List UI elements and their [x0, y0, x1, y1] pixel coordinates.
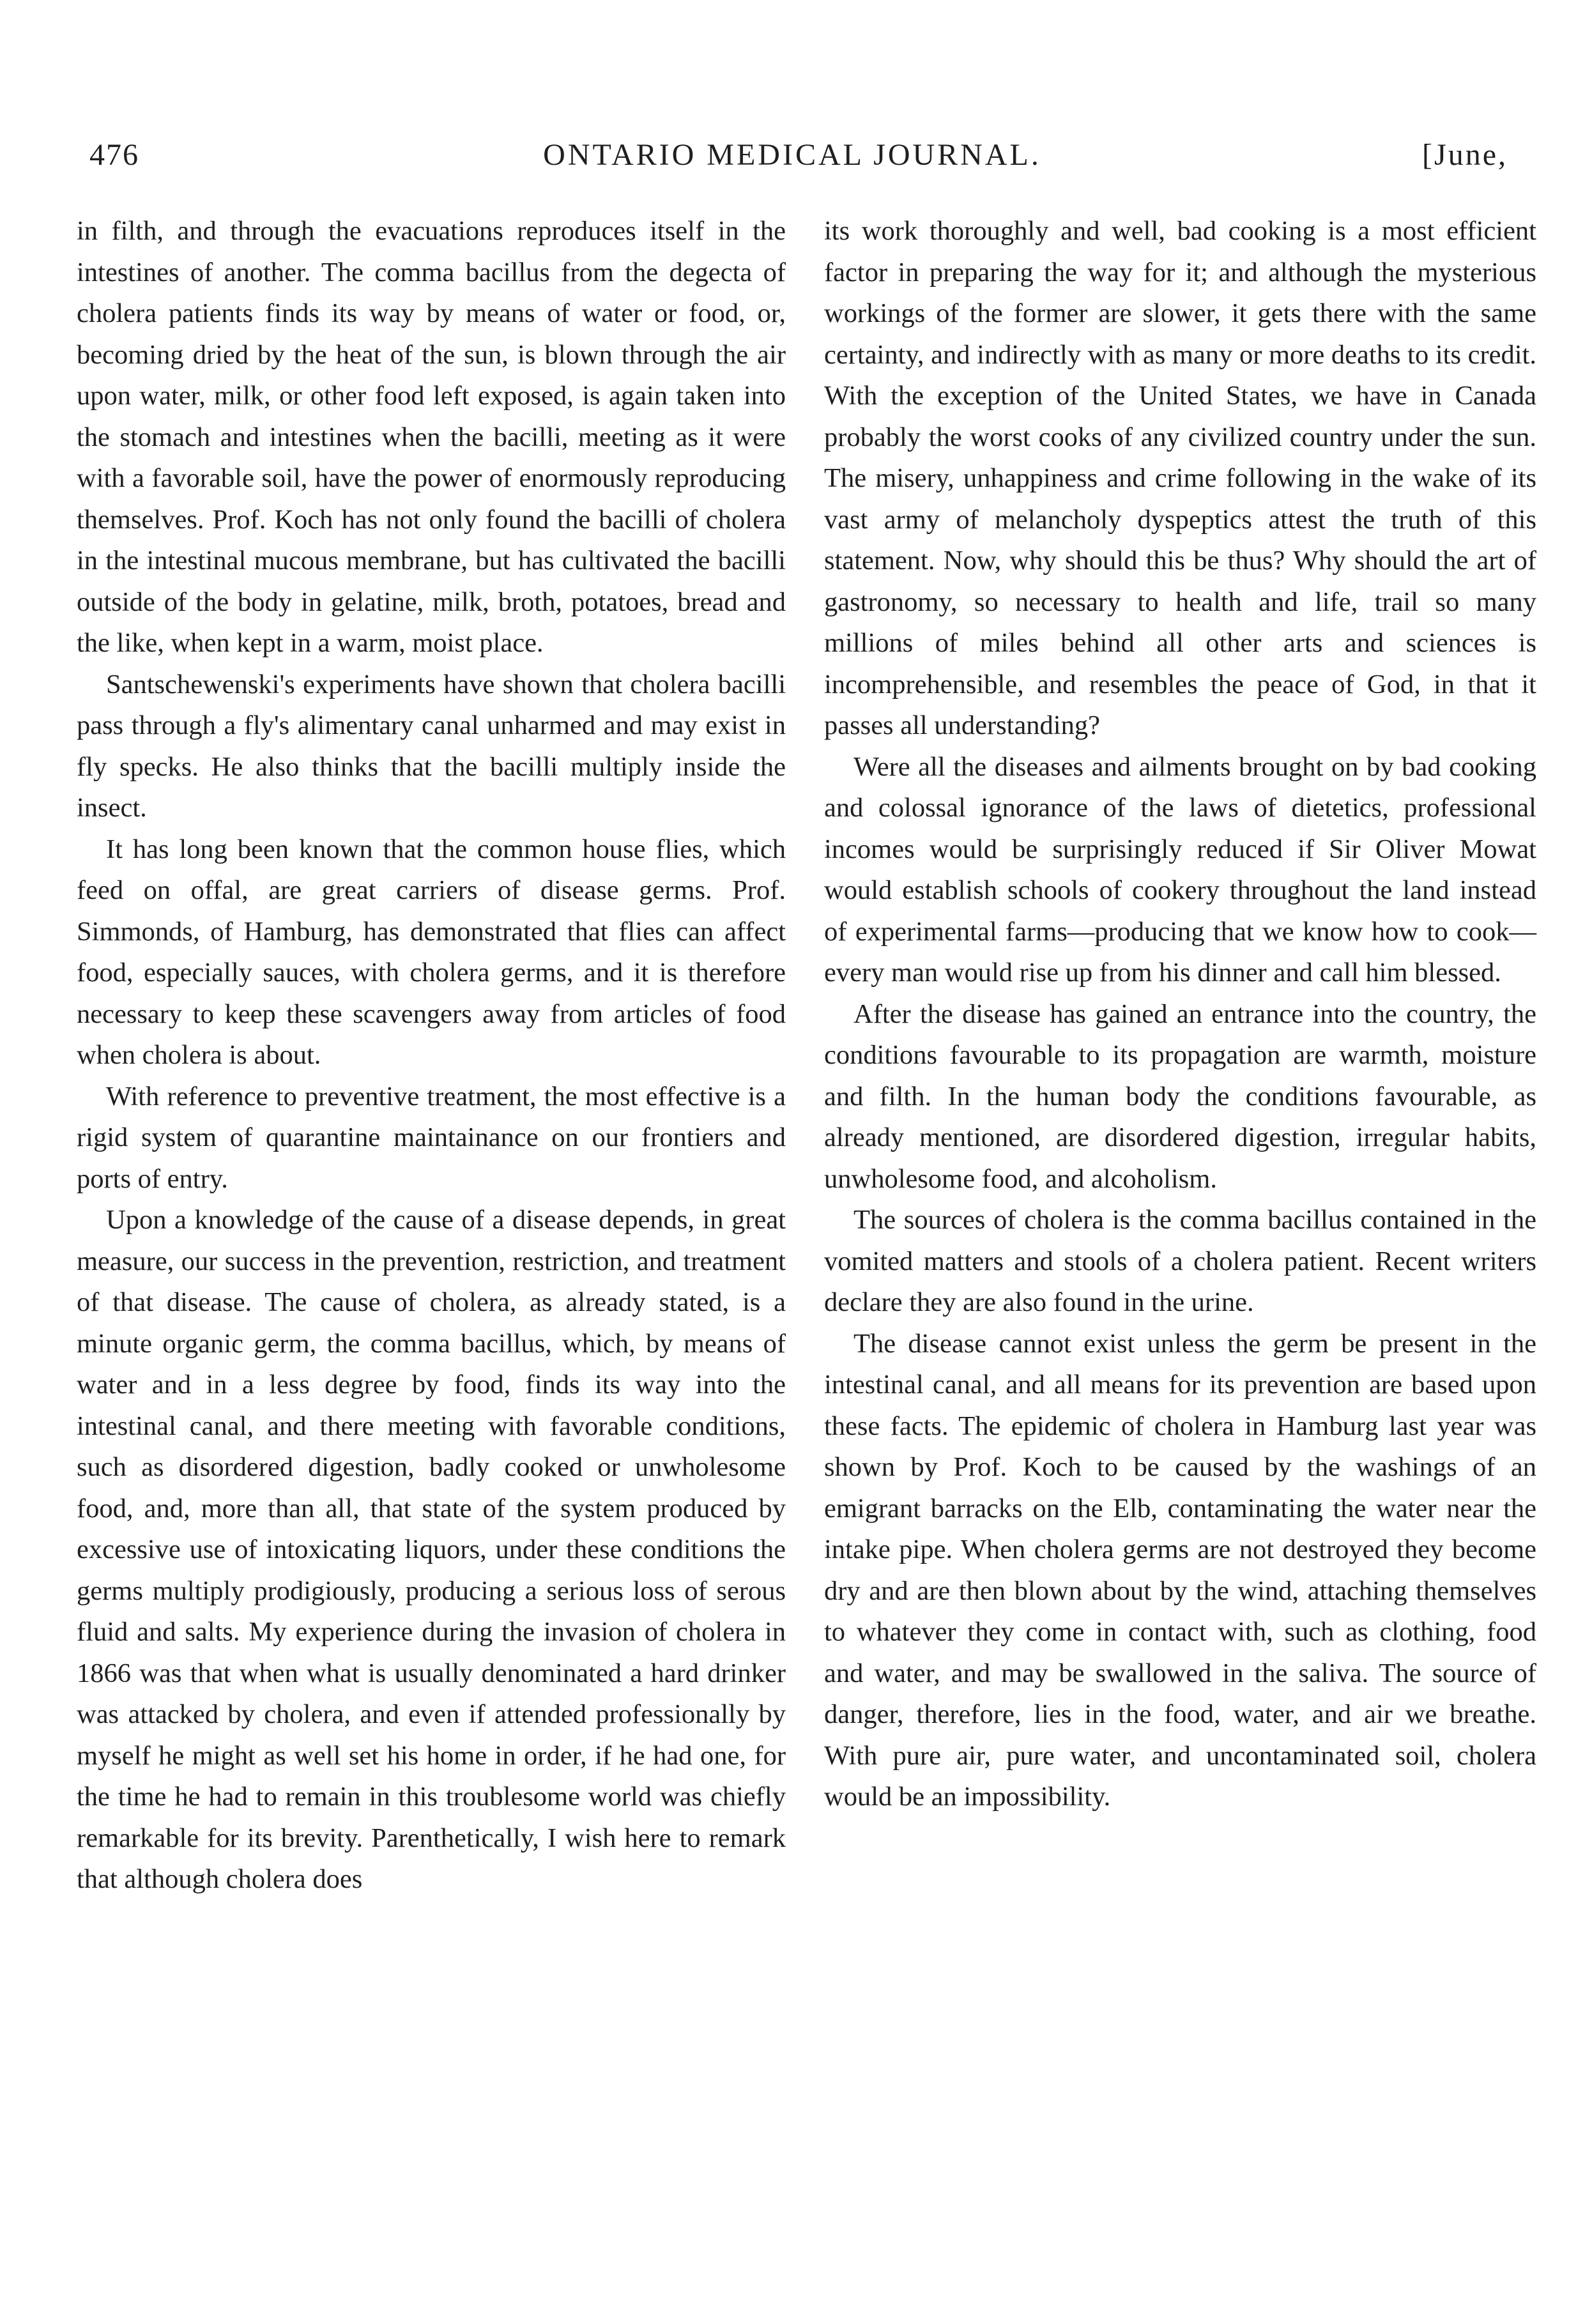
issue-month: [June,: [1422, 138, 1508, 172]
paragraph: After the disease has gained an entrance into the country, the conditions favourable to its propagation are warmth, moisture and filth. In the human body the conditions favourable, as already mentioned, are disordered digestion, irregular habits, unwholesome food, and alcoholism.: [824, 998, 1536, 1194]
paragraph: in filth, and through the evacuations reproduces itself in the intestines of another. The comma bacillus from the degecta of cholera patients finds its way by means of water or food, or, becoming dried by the heat of the sun, is blown through the air upon water, milk, or other food left exposed, is again taken into the stomach and intestines when the bacilli, meeting as it were with a favorable soil, have the power of enormously reproducing themselves. Prof. Koch has not only found the bacilli of cholera in the intestinal mucous membrane, but has cultivated the bacilli outside of the body in gelatine, milk, broth, potatoes, bread and the like, when kept in a warm, moist place.: [77, 216, 786, 658]
running-header: [77, 137, 1508, 182]
page-number: 476: [89, 138, 139, 172]
left-column: [77, 211, 786, 1900]
paragraph: Santschewenski's experiments have shown that cholera bacilli pass through a fly's alimentary canal unharmed and may exist in fly specks. He also thinks that the bacilli multiply inside the insect.: [77, 669, 786, 823]
paragraph: The sources of cholera is the comma bacillus contained in the vomited matters and stools of a cholera patient. Recent writers declare they are also found in the urine.: [824, 1205, 1536, 1317]
journal-title: ONTARIO MEDICAL JOURNAL.: [543, 138, 1041, 172]
paragraph: The disease cannot exist unless the germ be present in the intestinal canal, and all means for its prevention are based upon these facts. The epidemic of cholera in Hamburg last year was shown by Prof. Koch to be caused by the washings of an emigrant barracks on the Elb, contaminating the water near the intake pipe. When cholera germs are not destroyed they become dry and are then blown about by the wind, attaching themselves to whatever they come in contact with, such as clothing, food and water, and may be swallowed in the saliva. The source of danger, therefore, lies in the food, water, and air we breathe. With pure air, pure water, and uncontaminated soil, cholera would be an impossibility.: [824, 1328, 1536, 1812]
paragraph: its work thoroughly and well, bad cooking is a most efficient factor in preparing the way for it; and although the mysterious workings of the former are slower, it gets there with the same certainty, and indirectly with as many or more deaths to its credit. With the exception of the United States, we have in Canada probably the worst cooks of any civilized country under the sun. The misery, unhappiness and crime following in the wake of its vast army of melancholy dyspeptics attest the truth of this statement. Now, why should this be thus? Why should the art of gastronomy, so necessary to health and life, trail so many millions of miles behind all other arts and sciences is incomprehensible, and resembles the peace of God, in that it passes all understanding?: [824, 216, 1536, 740]
right-column: [824, 211, 1536, 1818]
paragraph: Were all the diseases and ailments brought on by bad cooking and colossal ignorance of the laws of dietetics, professional incomes would be surprisingly reduced if Sir Oliver Mowat would establish schools of cookery throughout the land instead of experimental farms—producing that we know how to cook—every man would rise up from his dinner and call him blessed.: [824, 751, 1536, 988]
paragraph: Upon a knowledge of the cause of a disease depends, in great measure, our success in the prevention, restriction, and treatment of that disease. The cause of cholera, as already stated, is a minute organic germ, the comma bacillus, which, by means of water and in a less degree by food, finds its way into the intestinal canal, and there meeting with favorable conditions, such as disordered digestion, badly cooked or unwholesome food, and, more than all, that state of the system produced by excessive use of intoxicating liquors, under these conditions the germs multiply prodigiously, producing a serious loss of serous fluid and salts. My experience during the invasion of cholera in 1866 was that when what is usually denominated a hard drinker was attacked by cholera, and even if attended professionally by myself he might as well set his home in order, if he had one, for the time he had to remain in this troublesome world was chiefly remarkable for its brevity. Parenthetically, I wish here to remark that although cholera does: [77, 1205, 786, 1894]
paragraph: With reference to preventive treatment, the most effective is a rigid system of quarantine maintainance on our frontiers and ports of entry.: [77, 1081, 786, 1194]
paragraph: It has long been known that the common house flies, which feed on offal, are great carriers of disease germs. Prof. Simmonds, of Hamburg, has demonstrated that flies can affect food, especially sauces, with cholera germs, and it is therefore necessary to keep these scavengers away from articles of food when cholera is about.: [77, 834, 786, 1070]
